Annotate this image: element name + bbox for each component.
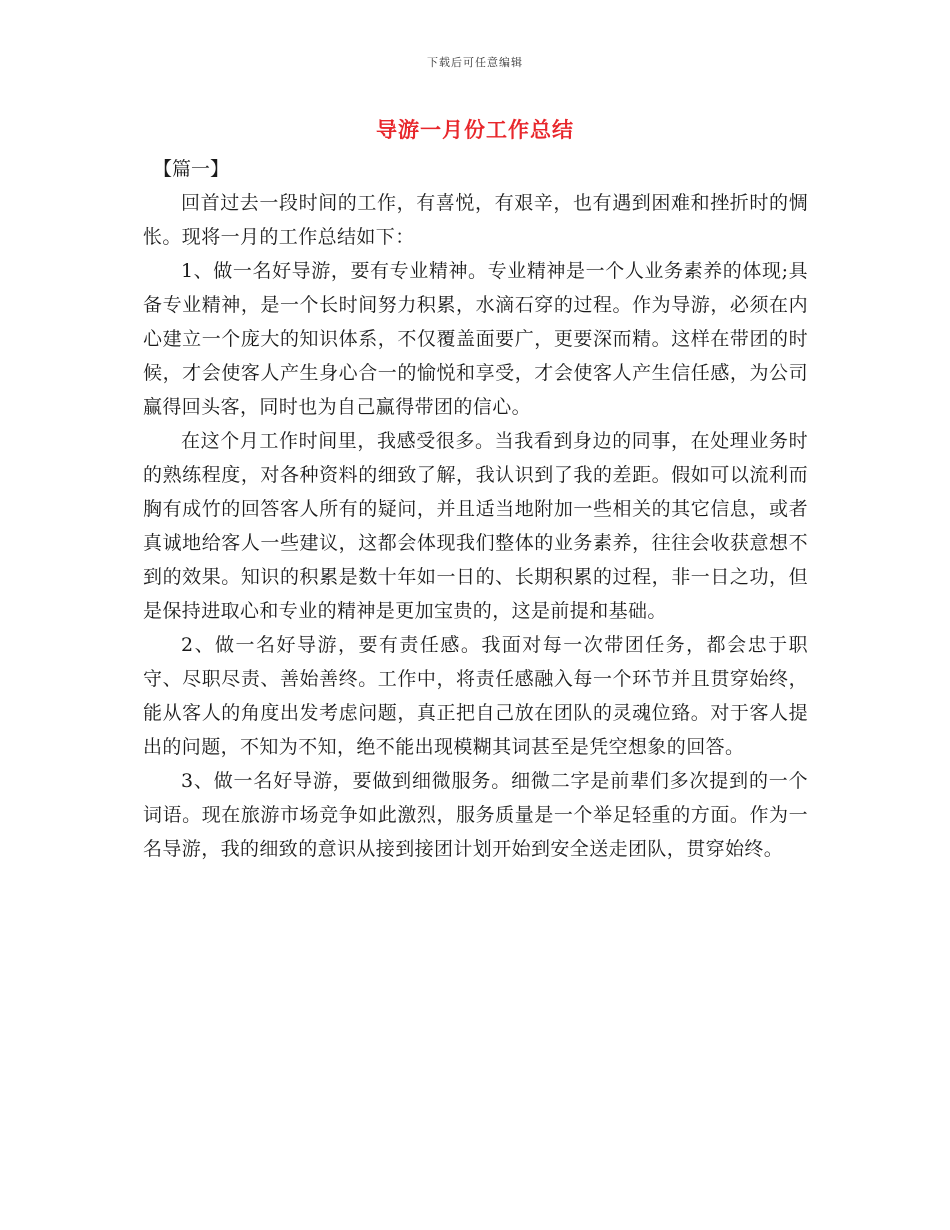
- paragraph-reflection: 在这个月工作时间里，我感受很多。当我看到身边的同事，在处理业务时的熟练程度，对各种资料的细致了解，我认识到了我的差距。假如可以流利而胸有成竹的回答客人所有的疑问，并且适当地附加一些相关的其它信息，或者真诚地给客人一些建议，这都会体现我们整体的业务素养，往往会收获意想不到的效果。知识的积累是数十年如一日的、长期积累的过程，非一日之功，但是保持进取心和专业的精神是更加宝贵的，这是前提和基础。: [143, 430, 808, 622]
- paragraph-intro: 回首过去一段时间的工作，有喜悦，有艰辛，也有遇到困难和挫折时的惆怅。现将一月的工作总结如下：: [143, 192, 808, 248]
- paragraph-point-3: 3、做一名好导游，要做到细微服务。细微二字是前辈们多次提到的一个词语。现在旅游市场竞争如此激烈，服务质量是一个举足轻重的方面。作为一名导游，我的细致的意识从接到接团计划开始到安全送走团队，贯穿始终。: [143, 770, 808, 860]
- document-body: [143, 152, 808, 866]
- header-note: 下载后可任意编辑: [427, 56, 523, 69]
- section-label: 【篇一】: [153, 158, 230, 180]
- document-title: 导游一月份工作总结: [376, 117, 574, 142]
- paragraph-point-2: 2、做一名好导游，要有责任感。我面对每一次带团任务，都会忠于职守、尽职尽责、善始善终。工作中，将责任感融入每一个环节并且贯穿始终，能从客人的角度出发考虑问题，真正把自己放在团队的灵魂位臵。对于客人提出的问题，不知为不知，绝不能出现模糊其词甚至是凭空想象的回答。: [143, 634, 808, 758]
- paragraph-point-1: 1、做一名好导游，要有专业精神。专业精神是一个人业务素养的体现;具备专业精神，是一个长时间努力积累，水滴石穿的过程。作为导游，必须在内心建立一个庞大的知识体系，不仅覆盖面要广，更要深而精。这样在带团的时候，才会使客人产生身心合一的愉悦和享受，才会使客人产生信任感，为公司赢得回头客，同时也为自己赢得带团的信心。: [143, 260, 808, 418]
